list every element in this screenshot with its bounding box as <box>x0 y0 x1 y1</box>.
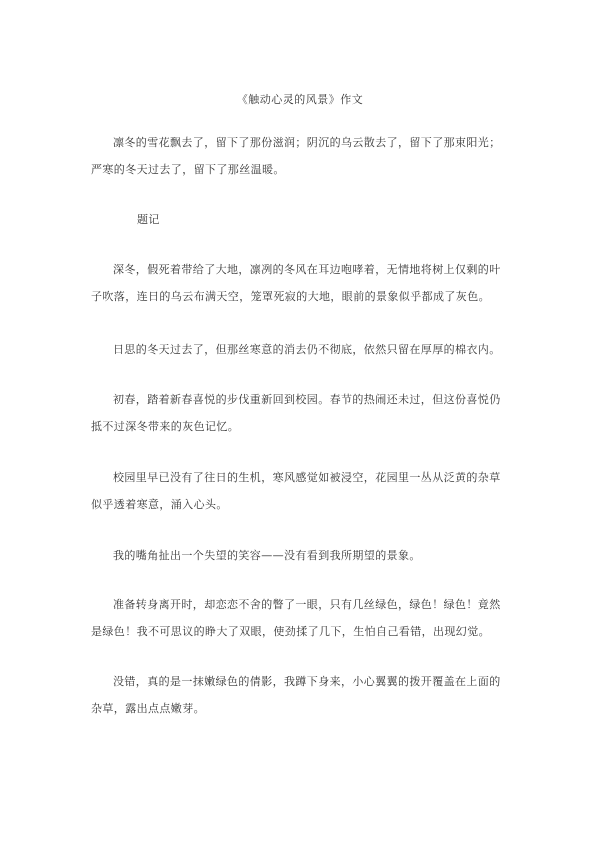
paragraph-7: 准备转身离开时，却恋恋不舍的瞥了一眼，只有几丝绿色，绿色！绿色！竟然是绿色！我不可思议的睁大了双眼，使劲揉了几下，生怕自己看错，出现幻觉。 <box>91 598 501 638</box>
paragraph-5: 校园里早已没有了往日的生机，寒风感觉如被浸空，花园里一丛从泛黄的杂草似乎透着寒意，涌入心头。 <box>91 471 501 511</box>
document-title: 《触动心灵的风景》作文 <box>236 93 364 106</box>
paragraph-1: 凛冬的雪花飘去了，留下了那份滋润；阴沉的乌云散去了，留下了那束阳光；严寒的冬天过去了，留下了那丝温暖。 <box>91 136 501 176</box>
paragraph-8: 没错，真的是一抹嫩绿色的倩影，我蹲下身来，小心翼翼的拨开覆盖在上面的杂草，露出点点嫩芽。 <box>91 675 501 715</box>
paragraph-2: 深冬，假死着带给了大地，凛冽的冬风在耳边咆哮着，无情地将树上仅剩的叶子吹落，连日的乌云布满天空，笼罩死寂的大地，眼前的景象似乎都成了灰色。 <box>91 263 501 303</box>
paragraph-4: 初春，踏着新春喜悦的步伐重新回到校园。春节的热闹还未过，但这份喜悦仍抵不过深冬带来的灰色记忆。 <box>91 393 501 433</box>
epigraph-label: 题记 <box>137 213 160 226</box>
paragraph-6: 我的嘴角扯出一个失望的笑容——没有看到我所期望的景象。 <box>113 549 421 562</box>
paragraph-3: 日思的冬天过去了，但那丝寒意的消去仍不彻底，依然只留在厚厚的棉衣内。 <box>113 343 501 356</box>
